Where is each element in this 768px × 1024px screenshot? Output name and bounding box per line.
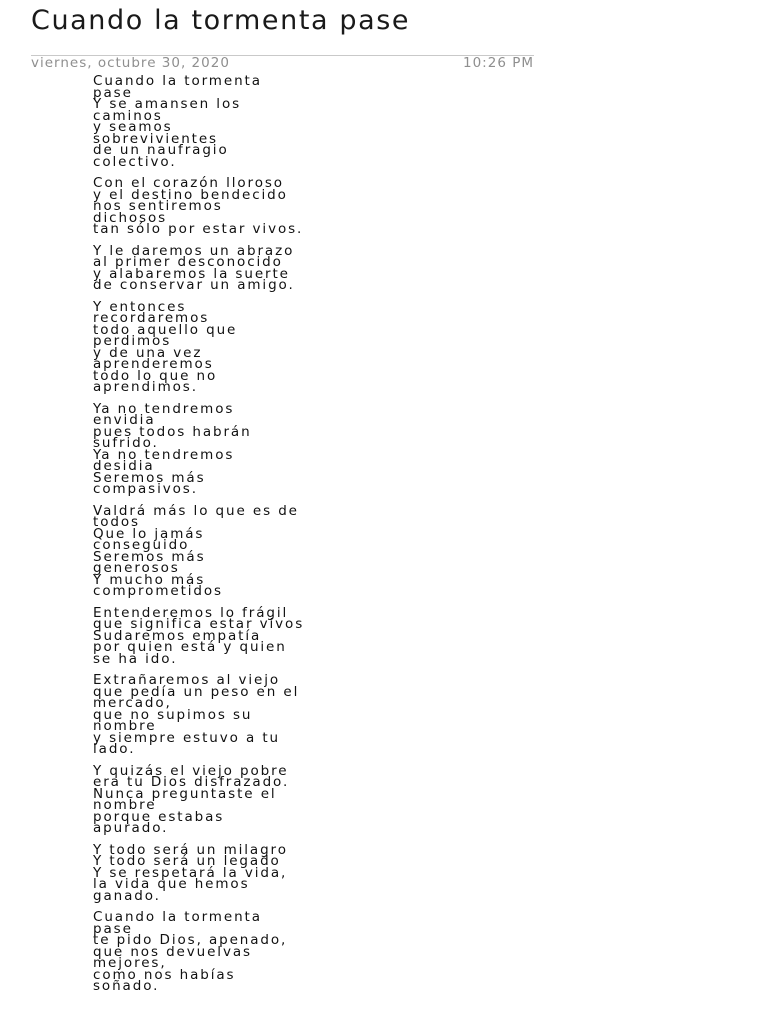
- poem-line: que significa estar vivos: [93, 616, 305, 632]
- poem-line: mejores,: [93, 955, 167, 971]
- poem-line: generosos: [93, 560, 180, 576]
- poem-line: conseguido: [93, 537, 190, 553]
- poem-line: Cuando la tormenta: [93, 909, 262, 925]
- poem-line: se ha ido.: [93, 650, 178, 667]
- poem-line: sobrevivientes: [93, 130, 218, 147]
- poem-line: envidia: [93, 412, 156, 428]
- poem-line: aprendimos.: [93, 379, 198, 395]
- poem-stanza: [93, 502, 433, 599]
- poem-stanza: [93, 672, 433, 757]
- poem-line: y de una vez: [93, 344, 203, 361]
- poem-line: soñado.: [93, 978, 160, 994]
- poem-line: Nunca preguntaste el: [93, 785, 277, 802]
- poem-line: y seamos: [93, 119, 173, 135]
- poem-line: todos: [93, 514, 140, 530]
- poem-stanza: [93, 298, 433, 395]
- poem-line: Ya no tendremos: [93, 400, 235, 417]
- note-date: viernes, octubre 30, 2020: [31, 55, 230, 71]
- poem-line: Entenderemos lo frágil: [93, 604, 289, 621]
- poem-line: por quien está y quien: [93, 639, 287, 655]
- poem-line: lado.: [93, 741, 136, 757]
- poem-line: dichosos: [93, 209, 168, 226]
- poem-line: sufrido.: [93, 435, 159, 451]
- poem-line: Extrañaremos al viejo: [93, 672, 281, 688]
- poem-line: que nos devuelvas: [93, 943, 252, 960]
- poem-line: nos sentiremos: [93, 198, 223, 214]
- poem-line: pase: [93, 920, 133, 937]
- poem-line: todo aquello que: [93, 321, 238, 338]
- poem-line: al primer desconocido: [93, 254, 283, 270]
- poem-line: era tu Dios disfrazado.: [93, 774, 290, 790]
- poem-line: colectivo.: [93, 153, 177, 170]
- poem-line: nombre: [93, 797, 157, 813]
- poem-line: Ya no tendremos: [93, 446, 235, 463]
- note-title: Cuando la tormenta pase: [31, 5, 411, 36]
- poem-line: Y se amansen los: [93, 96, 242, 112]
- poem-line: recordaremos: [93, 310, 210, 326]
- poem-line: aprenderemos: [93, 356, 214, 372]
- poem-line: pues todos habrán: [93, 423, 252, 440]
- poem-line: Valdrá más lo que es de: [93, 502, 299, 519]
- poem-stanza: [93, 400, 433, 497]
- poem-line: desidia: [93, 458, 155, 474]
- poem-line: porque estabas: [93, 808, 225, 825]
- note-time: 10:26 PM: [463, 55, 534, 71]
- poem-line: Y se respetará la vida,: [93, 864, 288, 881]
- poem-line: como nos habías: [93, 966, 236, 983]
- poem-line: Que lo jamás: [93, 525, 205, 542]
- poem-line: comprometidos: [93, 583, 223, 599]
- poem-line: Y todo será un legado: [93, 853, 281, 869]
- poem-line: y siempre estuvo a tu: [93, 729, 280, 746]
- poem-line: nombre: [93, 718, 157, 734]
- poem-stanza: [93, 604, 433, 667]
- poem-line: te pido Dios, apenado,: [93, 932, 288, 948]
- poem-line: Y mucho más: [93, 571, 206, 588]
- poem-line: que pedía un peso en el: [93, 683, 300, 700]
- poem-line: perdimos: [93, 333, 172, 349]
- poem-line: Cuando la tormenta: [93, 73, 262, 89]
- poem-line: y el destino bendecido: [93, 186, 288, 203]
- poem-line: caminos: [93, 107, 163, 124]
- poem-line: Y le daremos un abrazo: [93, 242, 295, 259]
- poem-line: todo lo que no: [93, 367, 218, 384]
- poem-line: Seremos más: [93, 548, 206, 565]
- poem-stanza: [93, 175, 433, 237]
- poem-line: de un naufragio: [93, 142, 229, 158]
- poem-stanza: [93, 841, 433, 904]
- poem-line: de conservar un amigo.: [93, 277, 295, 293]
- poem-line: pase: [93, 84, 133, 101]
- poem-stanza: [93, 909, 433, 994]
- poem-line: Y quizás el viejo pobre: [93, 762, 289, 779]
- poem-line: tan sólo por estar vivos.: [93, 221, 304, 237]
- poem-line: y alabaremos la suerte: [93, 265, 290, 282]
- poem-line: Con el corazón lloroso: [93, 175, 284, 191]
- poem-body: [93, 73, 433, 1003]
- poem-line: la vida que hemos: [93, 876, 250, 892]
- poem-line: apurado.: [93, 820, 169, 836]
- note-meta: [31, 55, 534, 70]
- poem-stanza: [93, 242, 433, 293]
- poem-line: Sudaremos empatía: [93, 627, 262, 644]
- poem-line: Seremos más: [93, 469, 206, 486]
- poem-stanza: [93, 73, 433, 170]
- poem-line: Y entonces: [93, 298, 187, 315]
- poem-line: ganado.: [93, 887, 161, 904]
- poem-line: que no supimos su: [93, 706, 253, 723]
- poem-stanza: [93, 762, 433, 836]
- poem-line: mercado,: [93, 695, 172, 711]
- poem-line: Y todo será un milagro: [93, 841, 288, 858]
- poem-line: compasivos.: [93, 481, 198, 497]
